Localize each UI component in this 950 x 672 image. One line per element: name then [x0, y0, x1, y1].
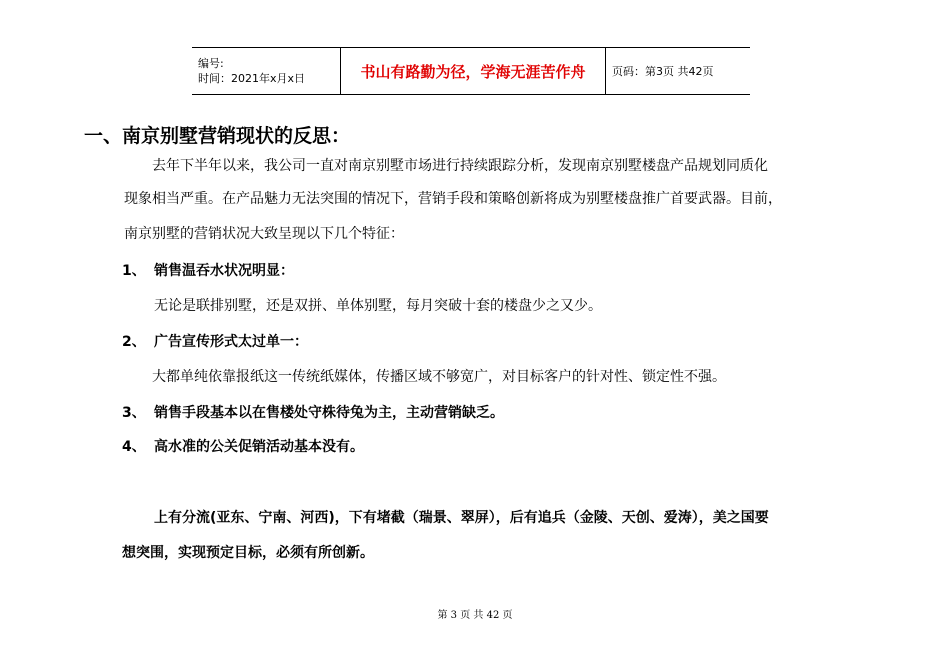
document-header [192, 47, 750, 95]
list-item-3 [122, 403, 504, 423]
list-item-1 [122, 261, 294, 281]
intro-line-2: 现象相当严重。在产品魅力无法突围的情况下，营销手段和策略创新将成为别墅楼盘推广首要武器。目前， [124, 191, 782, 207]
item-2-desc: 大都单纯依靠报纸这一传统纸媒体，传播区域不够宽广，对目标客户的针对性、锁定性不强。 [152, 369, 726, 385]
conclusion-line-2: 想突围，实现预定目标，必须有所创新。 [122, 545, 374, 561]
header-meta-cell [192, 48, 341, 95]
item-number: 4、 [122, 439, 146, 455]
page-label: 页码：第3页 共42页 [612, 65, 714, 78]
item-title: 广告宣传形式太过单一： [154, 334, 308, 350]
section-title: 一、南京别墅营销现状的反思： [84, 125, 351, 147]
time-label: 时间：2021年x月x日 [198, 72, 306, 85]
item-title: 高水准的公关促销活动基本没有。 [154, 439, 364, 455]
header-page-cell [606, 48, 751, 95]
motto-text: 书山有路勤为径，学海无涯苦作舟 [360, 62, 586, 81]
list-item-2 [122, 332, 308, 352]
intro-line-3: 南京别墅的营销状况大致呈现以下几个特征： [124, 226, 404, 242]
footer-page-number: 第 3 页 共 42 页 [437, 610, 513, 621]
item-number: 2、 [122, 334, 146, 350]
item-number: 1、 [122, 263, 146, 279]
list-item-4 [122, 437, 364, 457]
conclusion-line-1: 上有分流(亚东、宁南、河西)，下有堵截（瑞景、翠屏），后有追兵（金陵、天创、爱涛），美之国要 [154, 510, 769, 526]
number-label: 编号: [198, 57, 224, 70]
item-title: 销售温吞水状况明显： [154, 263, 294, 279]
page-footer [0, 606, 950, 621]
intro-line-1: 去年下半年以来，我公司一直对南京别墅市场进行持续跟踪分析，发现南京别墅楼盘产品规划同质化 [152, 158, 768, 174]
header-motto-cell [341, 48, 606, 95]
item-title: 销售手段基本以在售楼处守株待兔为主，主动营销缺乏。 [154, 405, 504, 421]
item-number: 3、 [122, 405, 146, 421]
item-1-desc: 无论是联排别墅，还是双拼、单体别墅，每月突破十套的楼盘少之又少。 [154, 298, 602, 314]
